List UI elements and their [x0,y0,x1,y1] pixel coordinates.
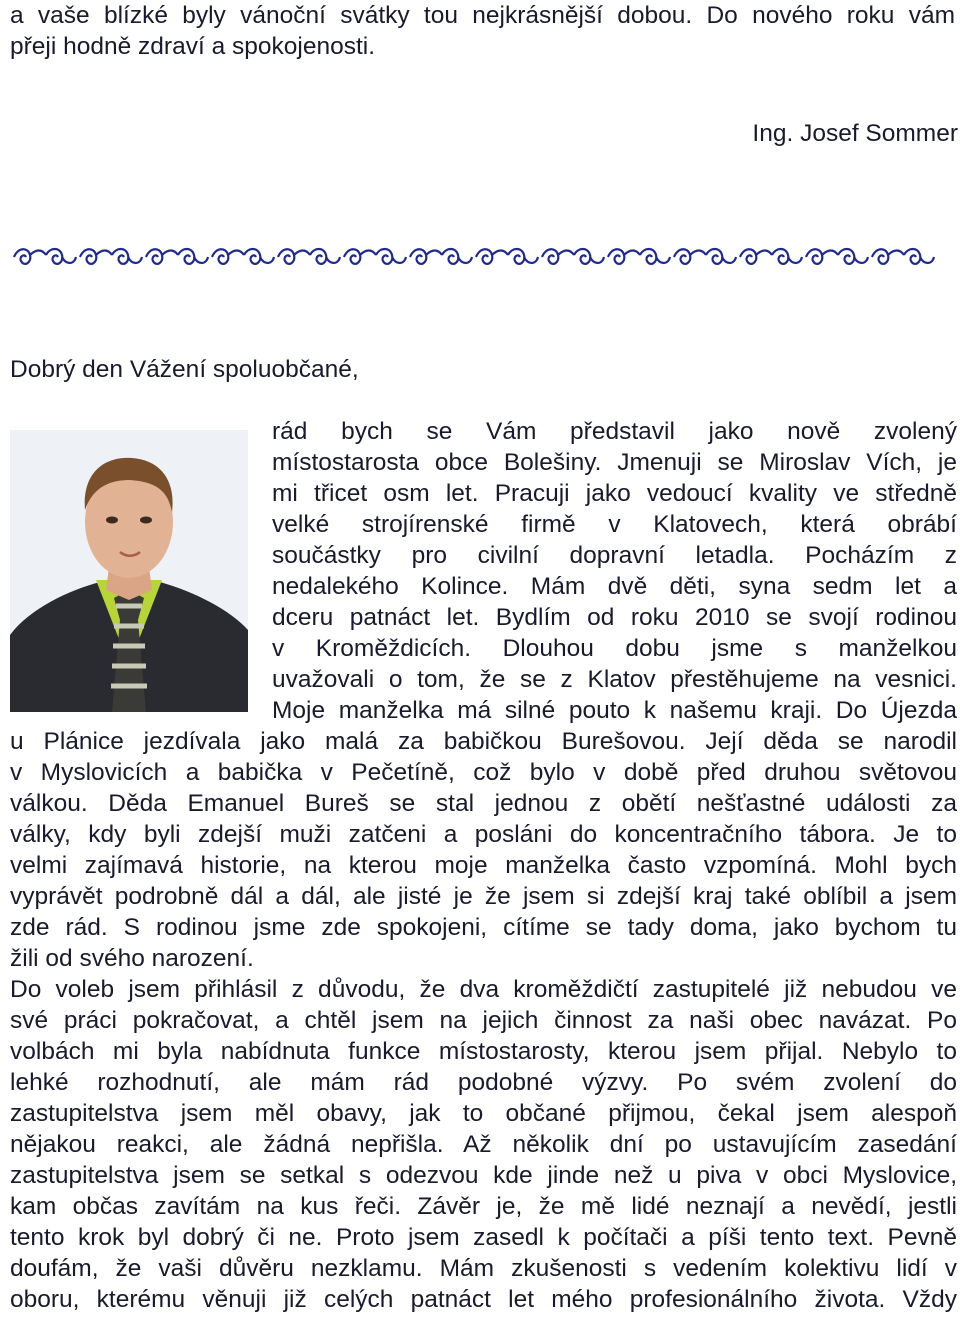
paragraph-1-line: velmi zajímavá historie, na kterou moje manželka často vzpomíná. Mohl bych [10,852,957,879]
intro-line-2: přeji hodně zdraví a spokojenosti. [10,33,375,60]
paragraph-1-line: Moje manželka má silné pouto k našemu kraji. Do Újezda [272,697,957,724]
paragraph-1-line: dceru patnáct let. Bydlím od roku 2010 se svojí rodinou [272,604,957,631]
paragraph-2-line: lehké rozhodnutí, ale mám rád podobné výzvy. Po svém zvolení do [10,1069,957,1096]
paragraph-1-line: nedalekého Kolince. Mám dvě děti, syna sedm let a [272,573,957,600]
paragraph-2-line: volbách mi byla nabídnuta funkce místostarosty, kterou jsem přijal. Nebylo to [10,1038,957,1065]
paragraph-1-line: žili od svého narození. [10,945,254,972]
paragraph-1-line: mi třicet osm let. Pracuji jako vedoucí kvality ve středně [272,480,957,507]
paragraph-1-line: rád bych se Vám představil jako nově zvolený [272,418,957,445]
intro-text [10,0,955,62]
signature: Ing. Josef Sommer [752,120,958,147]
paragraph-1-line: zde rád. S rodinou jsme zde spokojeni, cítíme se tady doma, jako bychom tu [10,914,957,941]
paragraph-1-line: u Plánice jezdívala jako malá za babičkou Burešovou. Její děda se narodil [10,728,957,755]
paragraph-1-line: vyprávět podrobně dál a dál, ale jisté je že jsem si zdejší kraj také oblíbil a jsem [10,883,957,910]
paragraph-2-line: Do voleb jsem přihlásil z důvodu, že dva kroměždičtí zastupitelé již nebudou ve [10,976,957,1003]
intro-line-1: a vaše blízké byly vánoční svátky tou nejkrásnější dobou. Do nového roku vám [10,2,955,29]
paragraph-2-line: zastupitelstva jsem se setkal s odezvou kde jinde než u piva v obci Myslovice, [10,1162,957,1189]
paragraph-1-line: místostarosta obce Bolešiny. Jmenuji se Miroslav Vích, je [272,449,957,476]
paragraph-1-line: velké strojírenské firmě v Klatovech, která obrábí [272,511,957,538]
paragraph-1-line: války, kdy byli zdejší muži zatčeni a posláni do koncentračního tábora. Je to [10,821,957,848]
paragraph-2-line: své práci pokračovat, a chtěl jsem na jejich činnost za naši obec navázat. Po [10,1007,957,1034]
paragraph-2-line: doufám, že vaši důvěru nezklamu. Mám zkušenosti s vedením kolektivu lidí v [10,1255,957,1282]
paragraph-2-line: kam občas zavítám na kus řeči. Závěr je, že mě lidé neznají a nevědí, jestli [10,1193,957,1220]
paragraph-1-line: uvažovali o tom, že se z Klatov přestěhujeme na vesnici. [272,666,957,693]
paragraph-1-line: v Kroměždicích. Dlouhou dobu jsme s manželkou [272,635,957,662]
paragraph-2-line: tento krok byl dobrý či ne. Proto jsem zasedl k počítači a píši tento text. Pevně [10,1224,957,1251]
greeting: Dobrý den Vážení spoluobčané, [10,356,359,383]
portrait-photo [10,430,248,712]
decorative-border-icon [12,243,937,271]
paragraph-1-line: v Myslovicích a babička v Pečetíně, což bylo v době před druhou světovou [10,759,957,786]
paragraph-2-line: zastupitelstva jsem měl obavy, jak to občané přijmou, čekal jsem alespoň [10,1100,957,1127]
portrait-photo-icon [10,430,248,712]
paragraph-1-line: válkou. Děda Emanuel Bureš se stal jednou z obětí nešťastné události za [10,790,957,817]
paragraph-1-line: součástky pro civilní dopravní letadla. Pocházím z [272,542,957,569]
paragraph-2-line: nějakou reakci, ale žádná nepřišla. Až několik dní po ustavujícím zasedání [10,1131,957,1158]
paragraph-2-line: oboru, kterému věnuji již celých patnáct let mého profesionálního života. Vždy [10,1286,957,1313]
